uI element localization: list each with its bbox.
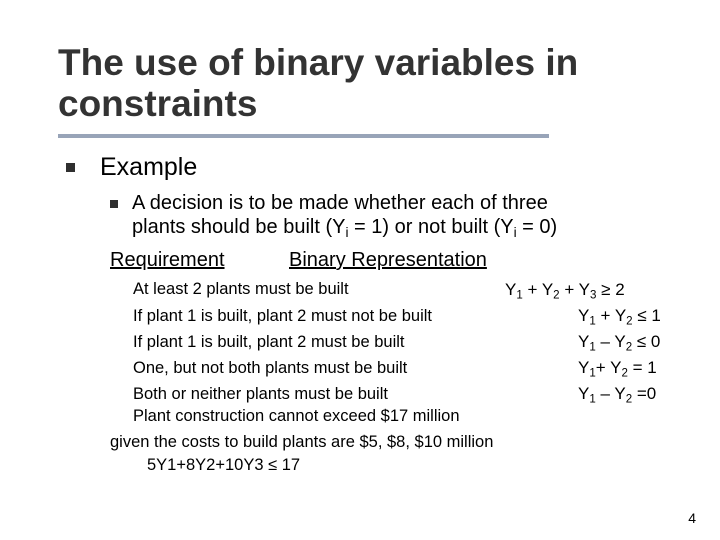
bullet-example: Example [100, 153, 198, 181]
text-span: + Y [595, 358, 622, 377]
text-span: =0 [632, 384, 657, 403]
requirement-row: Plant construction cannot exceed $17 million [133, 407, 460, 425]
text-span: ≥ 2 [596, 280, 625, 299]
sub-bullet-line-2 [132, 215, 557, 239]
text-span: ≤ 1 [632, 306, 661, 325]
subscript: 2 [553, 289, 560, 302]
subscript: 2 [625, 341, 633, 354]
subscript: 1 [516, 289, 523, 302]
subscript: 1 [589, 315, 596, 328]
square-bullet-icon [66, 163, 75, 172]
requirement-row: Both or neither plants must be built [133, 385, 388, 403]
constraint-expression [578, 306, 661, 326]
subscript: i [345, 225, 349, 241]
costs-line: given the costs to build plants are $5, $8, $10 million [110, 433, 494, 451]
constraint-expression [578, 384, 656, 404]
subscript: 1 [589, 341, 596, 354]
text-span: Y [578, 384, 590, 403]
text-span: – Y [595, 332, 626, 351]
title-underline-rule [58, 134, 549, 138]
subscript: 2 [621, 367, 628, 380]
subscript: 1 [589, 393, 596, 406]
text-span: = 1) or not built (Y [348, 216, 514, 238]
text-span: ≤ 0 [632, 332, 661, 351]
text-span: Y [578, 332, 590, 351]
title-line-2: constraints [58, 83, 258, 124]
text-span: Y [578, 358, 590, 377]
square-bullet-icon [110, 200, 118, 208]
subscript: i [513, 225, 517, 241]
text-span: + Y [522, 280, 554, 299]
subscript: 2 [625, 393, 633, 406]
binary-representation-header: Binary Representation [289, 249, 487, 271]
text-span: Y [505, 280, 517, 299]
constraint-expression [578, 358, 657, 378]
text-span: + Y [595, 306, 627, 325]
requirement-row: If plant 1 is built, plant 2 must be built [133, 333, 405, 351]
constraint-expression [578, 332, 660, 352]
slide-title [58, 42, 698, 124]
text-span: + Y [559, 280, 590, 299]
sub-bullet-line-1: A decision is to be made whether each of three [132, 192, 548, 214]
text-span: plants should be built (Y [132, 216, 346, 238]
text-span: = 1 [627, 358, 657, 377]
requirement-row: One, but not both plants must be built [133, 359, 408, 377]
text-span: Y [578, 306, 590, 325]
subscript: 2 [626, 315, 633, 328]
requirement-header: Requirement [110, 249, 225, 271]
subscript: 1 [589, 367, 596, 380]
requirement-row: If plant 1 is built, plant 2 must not be built [133, 307, 433, 325]
requirement-row: At least 2 plants must be built [133, 280, 349, 298]
cost-constraint: 5Y1+8Y2+10Y3 ≤ 17 [147, 456, 301, 474]
title-line-1: The use of binary variables in [58, 42, 579, 83]
text-span: = 0) [516, 216, 558, 238]
constraint-expression [505, 280, 625, 300]
subscript: 3 [590, 289, 597, 302]
text-span: – Y [595, 384, 626, 403]
sub-bullet-text [132, 191, 557, 239]
page-number: 4 [688, 510, 696, 526]
